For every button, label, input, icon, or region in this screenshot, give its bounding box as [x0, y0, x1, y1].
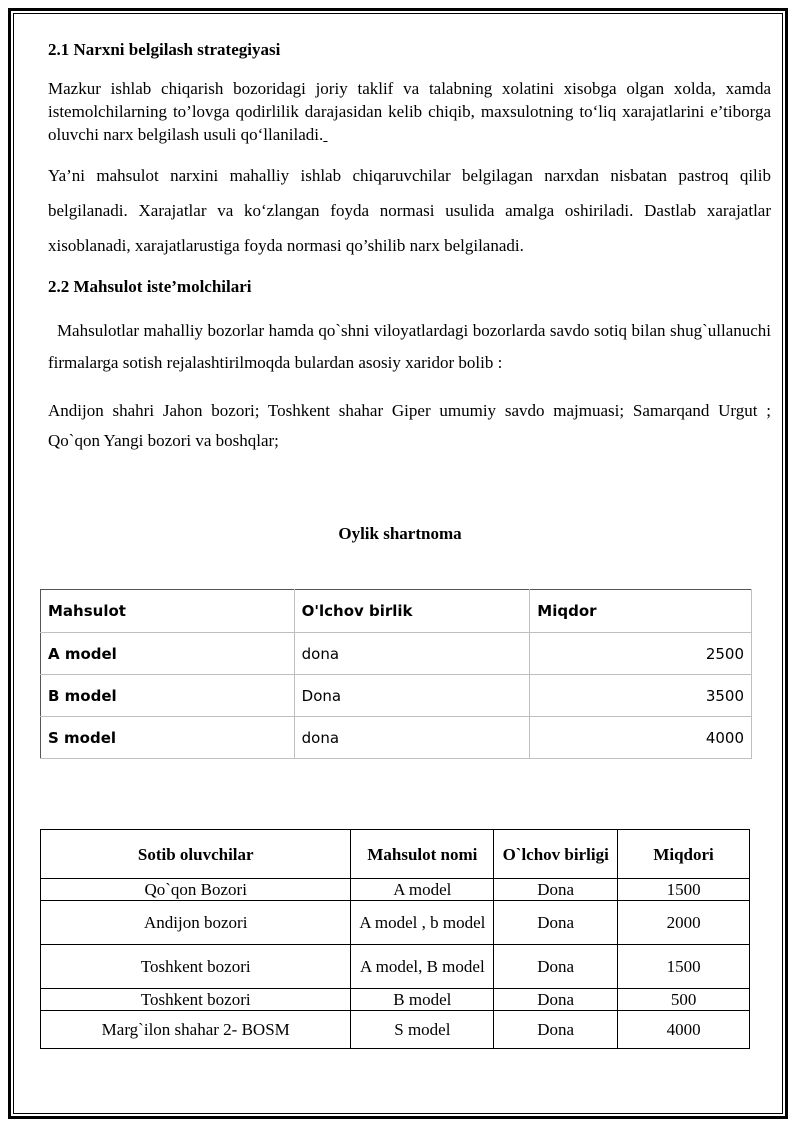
table-header-row: [41, 830, 750, 879]
cell-quantity: 2000: [618, 901, 750, 945]
column-header-unit: O`lchov birligi: [494, 830, 618, 879]
cell-unit: dona: [294, 633, 530, 675]
cell-buyer: Toshkent bozori: [41, 989, 351, 1011]
column-header-unit: O'lchov birlik: [294, 590, 530, 633]
underline-mark: [323, 125, 327, 144]
cell-product-name: A model , b model: [351, 901, 494, 945]
column-header-product-name: Mahsulot nomi: [351, 830, 494, 879]
cell-quantity: 3500: [530, 675, 752, 717]
table-row: [41, 1011, 750, 1049]
table-row: [41, 717, 752, 759]
table-row: [41, 945, 750, 989]
section-heading-pricing: 2.1 Narxni belgilash strategiyasi: [48, 40, 281, 59]
paragraph-markets: Andijon shahri Jahon bozori; Toshkent shahar Giper umumiy savdo majmuasi; Samarqand Urgut ; Qo`qon Yangi bozori va boshqlar;: [48, 401, 771, 450]
table-header-row: [41, 590, 752, 633]
cell-product: S model: [41, 717, 295, 759]
cell-product-name: A model: [351, 879, 494, 901]
cell-unit: dona: [294, 717, 530, 759]
cell-quantity: 4000: [530, 717, 752, 759]
cell-buyer: Andijon bozori: [41, 901, 351, 945]
table-row: [41, 675, 752, 717]
cell-quantity: 4000: [618, 1011, 750, 1049]
cell-unit: Dona: [494, 1011, 618, 1049]
cell-unit: Dona: [294, 675, 530, 717]
cell-product: A model: [41, 633, 295, 675]
buyers-table: [40, 829, 750, 1049]
cell-buyer: Marg`ilon shahar 2- BOSM: [41, 1011, 351, 1049]
cell-buyer: Qo`qon Bozori: [41, 879, 351, 901]
monthly-contract-title: Oylik shartnoma: [338, 524, 462, 543]
cell-quantity: 2500: [530, 633, 752, 675]
column-header-product: Mahsulot: [41, 590, 295, 633]
cell-unit: Dona: [494, 989, 618, 1011]
cell-product-name: B model: [351, 989, 494, 1011]
monthly-contract-table: [40, 589, 752, 759]
cell-unit: Dona: [494, 879, 618, 901]
paragraph-consumers: Mahsulotlar mahalliy bozorlar hamda qo`shni viloyatlardagi bozorlarda savdo sotiq bilan shug`ullanuchi firmalarga sotish rejalashtirilmoqda bulardan asosiy xaridor bolib :: [48, 321, 780, 372]
column-header-buyers: Sotib oluvchilar: [41, 830, 351, 879]
section-heading-consumers: 2.2 Mahsulot iste’molchilari: [48, 277, 252, 296]
table-row: [41, 901, 750, 945]
cell-product: B model: [41, 675, 295, 717]
paragraph-pricing-detail: Ya’ni mahsulot narxini mahalliy ishlab chiqaruvchilar belgilagan narxdan nisbatan pastroq qilib belgilanadi. Xarajatlar va ko‘zlangan foyda normasi usulida amalga oshiriladi. Dastlab xarajatlar xisoblanadi, xarajatlarustiga foyda normasi qo’shilib narx belgilanadi.: [48, 166, 771, 255]
table-row: [41, 633, 752, 675]
column-header-quantity: Miqdor: [530, 590, 752, 633]
paragraph-pricing-method: [48, 77, 771, 146]
table-row: [41, 989, 750, 1011]
column-header-quantity: Miqdori: [618, 830, 750, 879]
cell-quantity: 1500: [618, 879, 750, 901]
cell-quantity: 500: [618, 989, 750, 1011]
cell-product-name: S model: [351, 1011, 494, 1049]
cell-quantity: 1500: [618, 945, 750, 989]
cell-unit: Dona: [494, 901, 618, 945]
cell-buyer: Toshkent bozori: [41, 945, 351, 989]
cell-product-name: A model, B model: [351, 945, 494, 989]
table-row: [41, 879, 750, 901]
paragraph-pricing-method-text: Mazkur ishlab chiqarish bozoridagi joriy taklif va talabning xolatini xisobga olgan xolda, xamda istemolchilarning to’lovga qodirlilik darajasidan kelib chiqib, maxsulotning to‘liq xarajatlarini e’tiborga oluvchi narx belgilash usuli qo‘llaniladi.: [48, 79, 771, 144]
cell-unit: Dona: [494, 945, 618, 989]
